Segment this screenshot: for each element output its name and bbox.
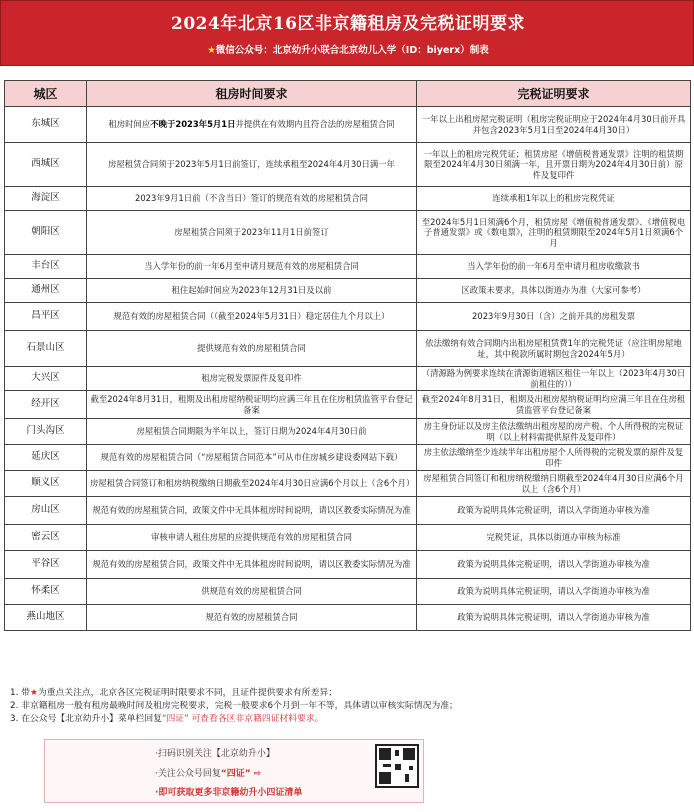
district-cell: 昌平区: [5, 303, 87, 331]
tax-cell: 一年以上出租房屋完税证明（租房完税证明应于2024年4月30日前开具并包含2023年5月1日至2024年4月30日）: [417, 107, 691, 143]
qr-code-icon[interactable]: [375, 744, 419, 788]
rent-cell: 房屋租赁合同签订和租房纳税缴纳日期截至2024年4月30日应满6个月以上（含6个月）: [87, 471, 417, 497]
district-cell: 石景山区: [5, 331, 87, 367]
tax-cell: 2023年9月30日（含）之前开具的房租发票: [417, 303, 691, 331]
rent-cell: 规范有效的房屋租赁合同（“房屋租赁合同范本”可从市住房城乡建设委网站下载）: [87, 445, 417, 471]
table-row: [5, 497, 691, 525]
requirements-table: [4, 80, 691, 631]
rent-cell: 规范有效的房屋租赁合同，政策文件中无具体租房时间说明，请以区教委实际情况为准: [87, 551, 417, 579]
rent-cell: 租住起始时间应为2023年12月31日及以前: [87, 279, 417, 303]
table-row: [5, 107, 691, 143]
rent-cell: 规范有效的房屋租赁合同（（截至2024年5月31日）稳定居住九个月以上）: [87, 303, 417, 331]
rent-cell: [87, 107, 417, 143]
table-row: [5, 445, 691, 471]
district-cell: 经开区: [5, 391, 87, 419]
district-cell: 大兴区: [5, 367, 87, 391]
rent-cell: 规范有效的房屋租赁合同: [87, 605, 417, 631]
tax-cell: 连续承租1年以上的租房完税凭证: [417, 187, 691, 211]
district-cell: 朝阳区: [5, 211, 87, 255]
table-row: [5, 419, 691, 445]
note-text: 1. 带: [10, 688, 30, 698]
rent-cell: 2023年9月1日前（不含当日）签订的规范有效的房屋租赁合同: [87, 187, 417, 211]
table-row: [5, 391, 691, 419]
note-text: 为重点关注点，北京各区完税证明时限要求不同，且证件提供要求有所差异；: [37, 688, 337, 698]
page-subtitle: [1, 42, 694, 56]
district-cell: 西城区: [5, 143, 87, 187]
tax-cell: 房屋租赁合同签订和租房纳税缴纳日期截至2024年4月30日应满6个月以上（含6个月）: [417, 471, 691, 497]
district-cell: 燕山地区: [5, 605, 87, 631]
table-row: [5, 579, 691, 605]
star-icon: ★: [207, 45, 216, 56]
table-row: [5, 471, 691, 497]
tax-cell: 房主依法缴纳至少连续半年出租房屋个人所得税的完税发票的原件及复印件: [417, 445, 691, 471]
district-cell: 海淀区: [5, 187, 87, 211]
tax-cell: 政策为说明具体完税证明，请以入学街道办审核为准: [417, 551, 691, 579]
table-row: [5, 187, 691, 211]
rent-text: 租房时间应: [108, 119, 151, 130]
subtitle-text: 微信公众号：北京幼升小联合北京幼儿入学（ID：biyerx）制表: [215, 45, 489, 56]
rent-cell: 审核申请人租住房屋的应提供规范有效的房屋租赁合同: [87, 525, 417, 551]
table-row: [5, 331, 691, 367]
header-rent-time: 租房时间要求: [87, 81, 417, 107]
tax-cell: 截至2024年8月31日，租期及出租房屋纳税证明均应满三年且在住房租赁监管平台登记备案: [417, 391, 691, 419]
rent-cell: 当入学年份的前一年6月至申请月规范有效的房屋租赁合同: [87, 255, 417, 279]
header-tax-proof: 完税证明要求: [417, 81, 691, 107]
tax-cell: 房主身份证以及房主依法缴纳出租房屋的房产税、个人所得税的完税证明（以上材料需提供原件及复印件）: [417, 419, 691, 445]
district-cell: 延庆区: [5, 445, 87, 471]
star-icon: ★: [30, 688, 38, 698]
table-row: [5, 605, 691, 631]
district-cell: 通州区: [5, 279, 87, 303]
tax-cell: 一年以上的租房完税凭证；租赁房屋《增值税普通发票》注明的租赁期限至2024年4月30日须满一年，且开票日期为2024年4月30日前）原件及复印件: [417, 143, 691, 187]
table-row: [5, 255, 691, 279]
tax-cell: 完税凭证，具体以街道办审核为标准: [417, 525, 691, 551]
district-cell: 东城区: [5, 107, 87, 143]
rent-cell: 规范有效的房屋租赁合同，政策文件中无具体租房时间说明，请以区教委实际情况为准: [87, 497, 417, 525]
rent-cell: 租房完税发票原件及复印件: [87, 367, 417, 391]
district-cell: 平谷区: [5, 551, 87, 579]
rent-cell: 供规范有效的房屋租赁合同: [87, 579, 417, 605]
rent-cell: 截至2024年8月31日，租期及出租房屋纳税证明均应满三年且在住房租赁监管平台登记备案: [87, 391, 417, 419]
rent-cell: 提供规范有效的房屋租赁合同: [87, 331, 417, 367]
table-row: [5, 525, 691, 551]
rent-text: 并提供在有效期内且符合法的房屋租赁合同: [235, 119, 395, 130]
district-cell: 顺义区: [5, 471, 87, 497]
table-row: [5, 211, 691, 255]
tax-cell: 依法缴纳有效合同期内出租房屋租赁费1年的完税凭证（应注明房屋地址，其中税款所属时期包含2024年5月）: [417, 331, 691, 367]
promo-line-follow: ·扫码识别关注【北京幼升小】: [155, 749, 275, 759]
tax-cell: 政策为说明具体完税证明，请以入学街道办审核为准: [417, 579, 691, 605]
table-row: [5, 279, 691, 303]
table-row: [5, 367, 691, 391]
note-3: [10, 713, 690, 726]
table-row: [5, 303, 691, 331]
rent-cell: 房屋租赁合同须于2023年11月1日前签订: [87, 211, 417, 255]
rent-cell: 房屋租赁合同期限为半年以上，签订日期为2024年4月30日前: [87, 419, 417, 445]
note-highlight: “四证” 可查看各区非京籍四证材料要求。: [161, 714, 324, 724]
district-cell: 怀柔区: [5, 579, 87, 605]
tax-cell: 区政策未要求，具体以街道办为准（大家可参考）: [417, 279, 691, 303]
table-header-row: [5, 81, 691, 107]
promo-box: [44, 739, 424, 803]
rent-emphasis: 不晚于2023年5月1日: [150, 119, 236, 130]
note-2: 2. 非京籍租房一般有租房最晚时间及租房完税要求，完税一般要求6个月到一年不等，具体请以审核实际情况为准；: [10, 701, 458, 711]
promo-text: ·关注公众号回复: [155, 769, 221, 779]
arrow-right-icon: ⇨: [253, 769, 262, 779]
tax-cell: 当入学年份的前一年6月至申请月租房收缴款书: [417, 255, 691, 279]
notes-section: [10, 687, 690, 726]
tax-cell: 政策为说明具体完税证明，请以入学街道办审核为准: [417, 605, 691, 631]
rent-cell: 房屋租赁合同须于2023年5月1日前签订，连续承租至2024年4月30日满一年: [87, 143, 417, 187]
tax-cell: （清源路为例要求连续在清源街道辖区租住一年以上（2023年4月30日前租住的））: [417, 367, 691, 391]
promo-keyword: “四证”: [220, 769, 251, 779]
promo-line-reply: [155, 766, 261, 779]
table-row: [5, 143, 691, 187]
tax-cell: 政策为说明具体完税证明，请以入学街道办审核为准: [417, 497, 691, 525]
tax-cell: 至2024年5月1日须满6个月，租赁房屋《增值税普通发票》、《增值税电子普通发票》或《数电票》，注明的租赁期限至2024年5月1日须满6个月: [417, 211, 691, 255]
header-district: 城区: [5, 81, 87, 107]
title-banner: [0, 0, 694, 66]
district-cell: 丰台区: [5, 255, 87, 279]
note-1: [10, 687, 690, 700]
district-cell: 房山区: [5, 497, 87, 525]
district-cell: 门头沟区: [5, 419, 87, 445]
page-title: 2024年北京16区非京籍租房及完税证明要求: [171, 14, 525, 34]
district-cell: 密云区: [5, 525, 87, 551]
note-text: 3. 在公众号【北京幼升小】菜单栏回复: [10, 714, 162, 724]
table-row: [5, 551, 691, 579]
promo-line-get: ·即可获取更多非京籍幼升小四证清单: [155, 788, 303, 798]
